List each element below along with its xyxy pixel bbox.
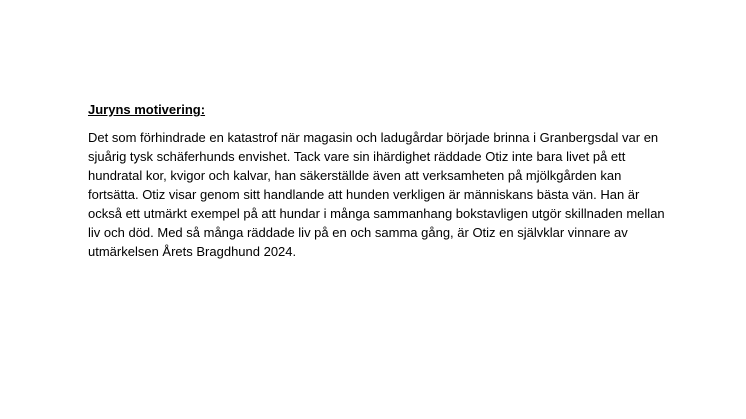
paragraph-line: liv och död. Med så många räddade liv på en och samma gång, är Otiz en självklar vinnare av [88, 225, 628, 240]
section-heading: Juryns motivering: [88, 102, 206, 117]
paragraph-line: fortsätta. Otiz visar genom sitt handlande att hunden verkligen är människans bästa vän. Han är [88, 187, 640, 202]
paragraph-line: utmärkelsen Årets Bragdhund 2024. [88, 244, 297, 259]
motivation-paragraph [88, 128, 668, 261]
paragraph-line: hundratal kor, kvigor och kalvar, han säkerställde även att verksamheten på mjölkgården kan [88, 168, 622, 183]
paragraph-line: sjuårig tysk schäferhunds envishet. Tack vare sin ihärdighet räddade Otiz inte bara livet på ett [88, 149, 626, 164]
paragraph-line: också ett utmärkt exempel på att hundar i många sammanhang bokstavligen utgör skillnaden mellan [88, 206, 665, 221]
paragraph-line: Det som förhindrade en katastrof när magasin och ladugårdar började brinna i Granbergsdal var en [88, 130, 659, 145]
